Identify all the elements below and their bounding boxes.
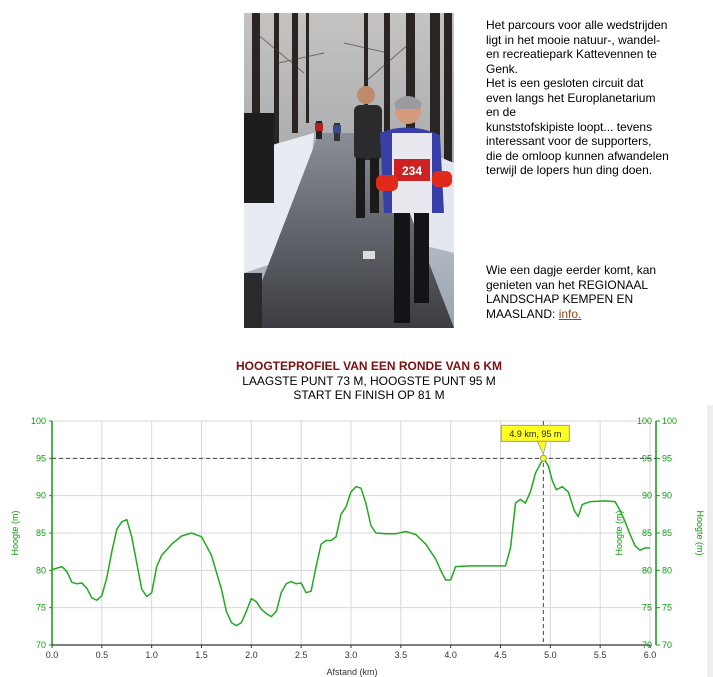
intro-line: en recreatiepark Kattevennen te xyxy=(486,47,657,61)
intro-line: die de omloop kunnen afwandelen xyxy=(486,148,669,163)
chart-subtitle-start-finish: START EN FINISH OP 81 M xyxy=(293,388,445,402)
x-tick-label: 2.5 xyxy=(294,650,308,660)
visit-line: LANDSCHAP KEMPEN EN xyxy=(486,292,634,306)
visit-line-prefix: MAASLAND: xyxy=(486,306,556,321)
y-tick-label-right-outer: 70 xyxy=(662,640,673,650)
visit-line: Wie een dagje eerder komt, kan xyxy=(486,263,657,277)
x-tick-label: 3.0 xyxy=(344,650,358,660)
x-tick-label: 4.0 xyxy=(444,650,457,660)
x-tick-label: 0.0 xyxy=(45,650,59,660)
info-link[interactable]: info. xyxy=(558,306,582,321)
x-tick-label: 5.5 xyxy=(593,650,607,660)
scrollbar[interactable] xyxy=(707,405,713,677)
y-axis-label-right-inner: Hoogte (m) xyxy=(614,510,624,556)
y-tick-label-right-outer: 80 xyxy=(662,565,673,576)
intro-paragraph xyxy=(486,18,686,178)
intro-line: Het parcours voor alle wedstrijden xyxy=(486,18,668,32)
y-tick-label-right-inner: 75 xyxy=(641,602,652,613)
y-tick-label-left: 90 xyxy=(35,490,46,501)
x-tick-label: 4.5 xyxy=(494,650,507,660)
intro-line: interessant voor de supporters, xyxy=(486,134,652,148)
y-tick-label-left: 75 xyxy=(35,602,46,613)
chart-title: HOOGTEPROFIEL VAN EEN RONDE VAN 6 KM xyxy=(235,359,503,373)
intro-line: en de xyxy=(486,105,517,119)
y-tick-label-left: 100 xyxy=(30,416,46,426)
y-tick-label-right-inner: 100 xyxy=(636,416,652,426)
intro-line: terwijl de lopers hun ding doen. xyxy=(486,163,653,177)
y-tick-label-right-outer: 90 xyxy=(662,490,673,501)
y-tick-label-right-outer: 100 xyxy=(662,416,678,426)
visit-line xyxy=(486,307,686,322)
y-tick-label-right-outer: 75 xyxy=(662,602,673,613)
intro-line: Genk. xyxy=(486,61,519,76)
y-tick-label-right-inner: 85 xyxy=(641,528,652,538)
y-tick-label-right-inner: 90 xyxy=(641,490,652,501)
y-tick-label-right-outer: 95 xyxy=(662,453,673,464)
x-tick-label: 3.5 xyxy=(394,650,408,660)
y-tick-label-right-outer: 85 xyxy=(662,528,673,538)
y-tick-label-right-inner: 70 xyxy=(641,640,652,650)
race-photo xyxy=(244,13,454,328)
y-tick-label-left: 80 xyxy=(35,565,46,576)
chart-subtitle-lowest-highest: LAAGSTE PUNT 73 M, HOOGSTE PUNT 95 M xyxy=(242,374,496,388)
tooltip-pointer xyxy=(537,441,546,454)
intro-line: even langs het Europlanetarium xyxy=(486,90,656,105)
intro-line: ligt in het mooie natuur-, wandel- xyxy=(486,32,661,47)
x-tick-label: 5.0 xyxy=(544,650,557,660)
visit-line: genieten van het REGIONAAL xyxy=(486,277,649,292)
intro-line: Het is een gesloten circuit dat xyxy=(486,76,644,90)
visit-paragraph xyxy=(486,263,686,321)
x-tick-label: 0.5 xyxy=(95,650,109,660)
y-tick-label-left: 85 xyxy=(35,528,46,538)
x-tick-label: 2.0 xyxy=(245,650,258,660)
tooltip-label: 4.9 km, 95 m xyxy=(509,428,562,439)
y-axis-label-right-outer: Hoogte (m) xyxy=(695,510,705,556)
x-tick-label: 6.0 xyxy=(643,650,657,660)
y-tick-label-left: 70 xyxy=(35,640,46,650)
elevation-chart xyxy=(0,405,706,677)
tooltip-marker xyxy=(540,455,546,461)
intro-line: kunststofskipiste loopt... tevens xyxy=(486,119,653,134)
y-axis-label-left: Hoogte (m) xyxy=(10,510,20,556)
x-tick-label: 1.5 xyxy=(195,650,208,660)
bib-number: 234 xyxy=(401,164,423,178)
y-tick-label-right-inner: 80 xyxy=(641,565,652,576)
x-tick-label: 1.0 xyxy=(145,650,158,660)
x-axis-label: Afstand (km) xyxy=(326,667,378,677)
y-tick-label-left: 95 xyxy=(35,453,46,464)
y-tick-label-right-inner: 95 xyxy=(641,453,652,464)
